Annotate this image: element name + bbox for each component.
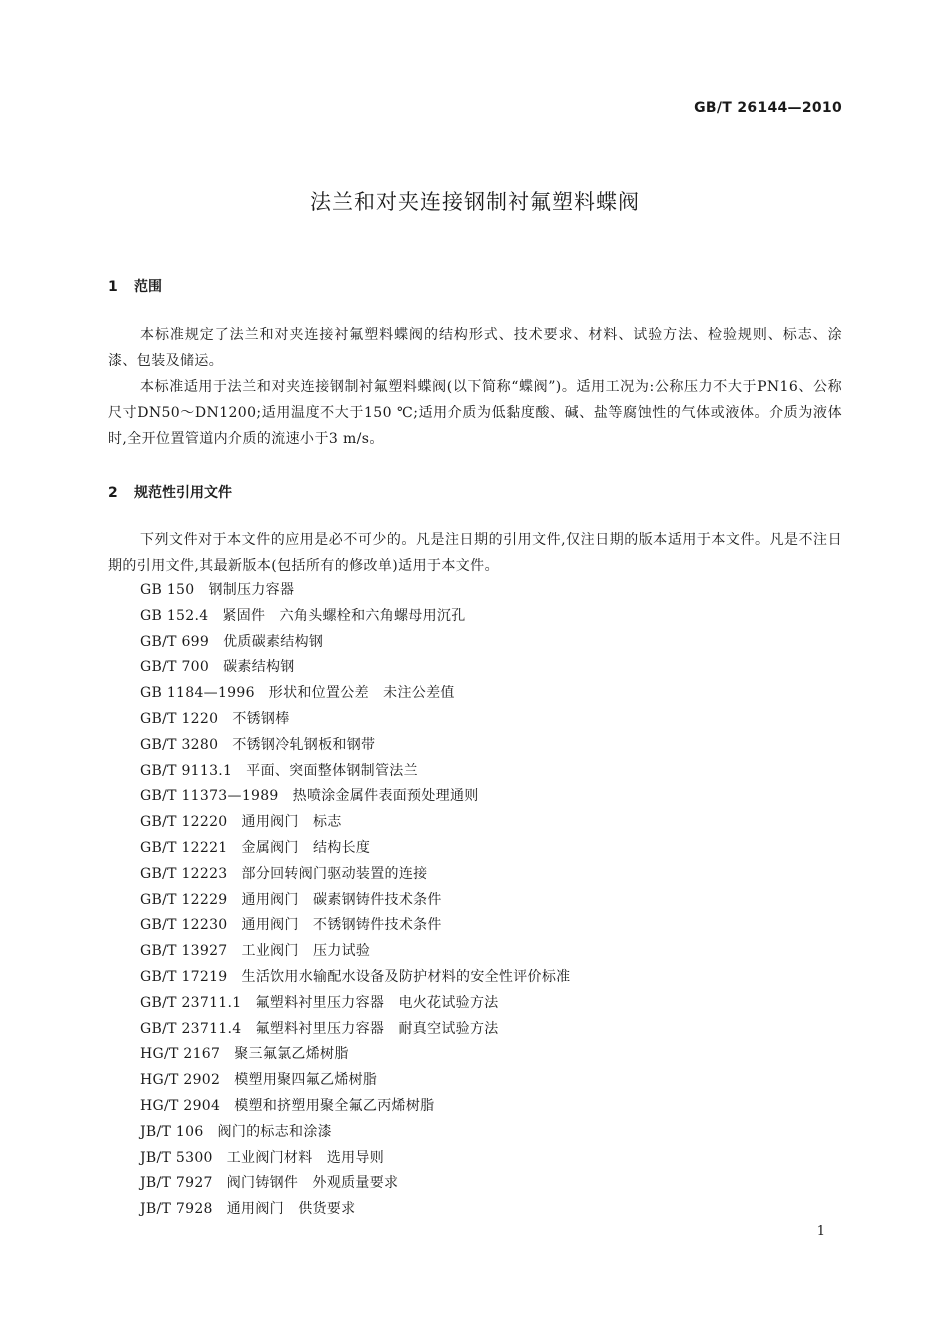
reference-title: 氟塑料衬里压力容器 电火花试验方法 [255, 994, 499, 1011]
reference-title: 紧固件 六角头螺栓和六角螺母用沉孔 [222, 607, 466, 624]
reference-item [140, 810, 570, 836]
section-1-number: 1 [108, 279, 118, 295]
reference-title: 平面、突面整体钢制管法兰 [246, 762, 418, 779]
standard-code: GB/T 26144—2010 [694, 100, 842, 116]
reference-item [140, 630, 570, 656]
reference-item [140, 965, 570, 991]
reference-title: 工业阀门 压力试验 [241, 943, 371, 960]
scope-paragraph-1: 本标准规定了法兰和对夹连接衬氟塑料蝶阀的结构形式、技术要求、材料、试验方法、检验规则、标志、涂漆、包装及储运。 [108, 327, 842, 369]
reference-title: 生活饮用水输配水设备及防护材料的安全性评价标准 [241, 968, 571, 985]
reference-code: GB/T 13927 [140, 943, 228, 960]
reference-title: 模塑用聚四氟乙烯树脂 [234, 1072, 378, 1089]
reference-item [140, 707, 570, 733]
reference-title: 不锈钢棒 [232, 710, 290, 727]
reference-title: 模塑和挤塑用聚全氟乙丙烯树脂 [234, 1097, 435, 1114]
reference-item [140, 991, 570, 1017]
section-2-title: 规范性引用文件 [134, 485, 232, 501]
reference-code: GB/T 12220 [140, 814, 228, 831]
reference-code: GB/T 12223 [140, 865, 228, 882]
reference-code: JB/T 5300 [140, 1149, 213, 1166]
reference-code: HG/T 2904 [140, 1097, 221, 1114]
reference-item [140, 1042, 570, 1068]
reference-code: GB/T 17219 [140, 968, 228, 985]
reference-title: 碳素结构钢 [223, 659, 295, 676]
reference-code: GB/T 3280 [140, 736, 219, 753]
reference-code: JB/T 7927 [140, 1175, 213, 1192]
reference-item [140, 784, 570, 810]
reference-code: GB/T 12230 [140, 917, 228, 934]
reference-code: JB/T 106 [140, 1123, 204, 1140]
reference-code: HG/T 2167 [140, 1046, 221, 1063]
reference-code: GB/T 12221 [140, 839, 228, 856]
reference-title: 通用阀门 标志 [241, 814, 342, 831]
reference-title: 通用阀门 碳素钢铸件技术条件 [241, 891, 442, 908]
reference-item [140, 913, 570, 939]
page-number: 1 [816, 1224, 825, 1239]
reference-code: GB/T 23711.4 [140, 1020, 242, 1037]
reference-item [140, 578, 570, 604]
reference-item [140, 1146, 570, 1172]
reference-item [140, 604, 570, 630]
reference-title: 阀门铸钢件 外观质量要求 [226, 1175, 399, 1192]
reference-item [140, 1197, 570, 1223]
reference-code: GB/T 699 [140, 633, 210, 650]
reference-item [140, 1094, 570, 1120]
references-intro: 下列文件对于本文件的应用是必不可少的。凡是注日期的引用文件,仅注日期的版本适用于本文件。凡是不注日期的引用文件,其最新版本(包括所有的修改单)适用于本文件。 [108, 532, 842, 574]
reference-code: HG/T 2902 [140, 1072, 221, 1089]
reference-code: GB 150 [140, 582, 195, 598]
reference-title: 形状和位置公差 未注公差值 [268, 685, 455, 702]
scope-paragraph-2: 本标准适用于法兰和对夹连接钢制衬氟塑料蝶阀(以下简称“蝶阀”)。适用工况为:公称压力不大于PN16、公称尺寸DN50～DN1200;适用温度不大于150 ℃;适用介质为低黏度酸、碱、盐等腐蚀性的气体或液体。介质为液体时,全开位置管道内介质的流速小于3 m/s。 [108, 379, 842, 447]
reference-item [140, 888, 570, 914]
reference-code: GB/T 9113.1 [140, 762, 233, 779]
reference-code: GB/T 1220 [140, 710, 219, 727]
reference-item [140, 681, 570, 707]
reference-title: 优质碳素结构钢 [223, 633, 324, 650]
reference-code: GB 152.4 [140, 607, 209, 624]
section-2-number: 2 [108, 485, 118, 501]
section-1-heading [108, 276, 162, 296]
reference-title: 工业阀门材料 选用导则 [226, 1149, 385, 1166]
reference-code: GB/T 700 [140, 659, 210, 676]
reference-title: 钢制压力容器 [208, 582, 295, 598]
document-title: 法兰和对夹连接钢制衬氟塑料蝶阀 [310, 190, 640, 214]
reference-title: 聚三氟氯乙烯树脂 [234, 1046, 349, 1063]
reference-item [140, 655, 570, 681]
reference-item [140, 759, 570, 785]
reference-item [140, 862, 570, 888]
reference-title: 氟塑料衬里压力容器 耐真空试验方法 [255, 1020, 499, 1037]
reference-code: GB/T 23711.1 [140, 994, 242, 1011]
reference-code: JB/T 7928 [140, 1201, 213, 1218]
reference-item [140, 939, 570, 965]
reference-item [140, 733, 570, 759]
reference-code: GB/T 12229 [140, 891, 228, 908]
reference-title: 金属阀门 结构长度 [241, 839, 371, 856]
reference-item [140, 1017, 570, 1043]
reference-code: GB/T 11373—1989 [140, 788, 279, 805]
reference-title: 热喷涂金属件表面预处理通则 [292, 788, 479, 805]
reference-title: 通用阀门 不锈钢铸件技术条件 [241, 917, 442, 934]
reference-item [140, 836, 570, 862]
normative-references-list [140, 578, 570, 1223]
section-2-heading [108, 482, 232, 502]
reference-item [140, 1068, 570, 1094]
reference-item [140, 1171, 570, 1197]
reference-title: 阀门的标志和涂漆 [217, 1123, 332, 1140]
section-1-title: 范围 [134, 279, 162, 295]
reference-title: 部分回转阀门驱动装置的连接 [241, 865, 428, 882]
reference-item [140, 1120, 570, 1146]
reference-title: 不锈钢冷轧钢板和钢带 [232, 736, 376, 753]
reference-code: GB 1184—1996 [140, 685, 255, 702]
reference-title: 通用阀门 供货要求 [226, 1201, 356, 1218]
